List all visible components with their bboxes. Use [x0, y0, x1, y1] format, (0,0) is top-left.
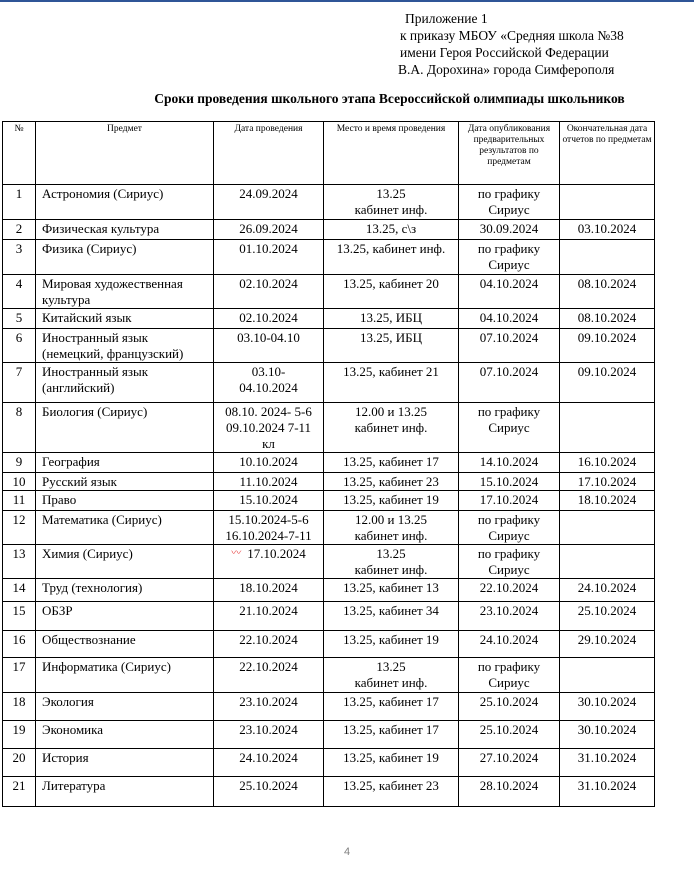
row-published-text: по графику Сириус [477, 241, 541, 272]
row-date [214, 602, 324, 631]
row-published [459, 185, 560, 220]
row-subject [36, 240, 214, 275]
row-place [324, 275, 459, 309]
row-num-text: 16 [12, 632, 26, 647]
row-date-text: 03.10-04.10 [237, 330, 300, 345]
row-place [324, 453, 459, 473]
row-subject-text: Литература [42, 778, 106, 793]
row-subject-text: Экология [42, 694, 94, 709]
row-date-text: 15.10.2024 [239, 492, 298, 507]
top-border-line [0, 0, 694, 2]
row-date [214, 220, 324, 240]
row-num [3, 240, 36, 275]
row-num-text: 2 [15, 221, 23, 236]
row-place [324, 631, 459, 658]
row-num-text: 17 [12, 659, 26, 674]
header-published: Дата опубликования предварительных результатов по предметам [459, 122, 560, 185]
row-num-text: 6 [15, 330, 23, 345]
row-final [560, 777, 655, 807]
row-place [324, 511, 459, 545]
row-published-text: 28.10.2024 [479, 778, 539, 793]
table-row [3, 491, 655, 511]
row-date-text: 10.10.2024 [239, 454, 298, 469]
row-place-text: 13.25, кабинет 19 [343, 632, 439, 647]
row-place-text: 13.25 кабинет инф. [354, 659, 428, 690]
row-num-text: 10 [12, 474, 26, 489]
row-final [560, 693, 655, 721]
row-subject [36, 693, 214, 721]
row-date [214, 363, 324, 403]
appendix-line-3: имени Героя Российской Федерации [400, 45, 609, 60]
table-row [3, 658, 655, 693]
row-subject-text: География [42, 454, 100, 469]
row-final [560, 453, 655, 473]
row-subject-text: Китайский язык [42, 310, 132, 325]
row-place-text: 13.25, кабинет 34 [343, 603, 439, 618]
row-num [3, 473, 36, 491]
row-place [324, 240, 459, 275]
row-date [214, 329, 324, 363]
row-date-text: 25.10.2024 [239, 778, 298, 793]
row-published-text: по графику Сириус [477, 186, 541, 217]
row-place [324, 309, 459, 329]
appendix-line-1: Приложение 1 [405, 11, 488, 26]
row-final [560, 363, 655, 403]
row-published [459, 363, 560, 403]
row-published [459, 721, 560, 749]
table-header-row [3, 122, 655, 185]
row-num-text: 15 [12, 603, 26, 618]
row-published-text: 14.10.2024 [479, 454, 539, 469]
row-subject [36, 631, 214, 658]
row-num-text: 20 [12, 750, 26, 765]
row-subject [36, 579, 214, 602]
row-published-text: 25.10.2024 [479, 722, 539, 737]
row-place [324, 749, 459, 777]
row-date [214, 579, 324, 602]
row-final [560, 721, 655, 749]
row-final [560, 275, 655, 309]
row-date-text: 24.10.2024 [239, 750, 298, 765]
row-published-text: по графику Сириус [477, 404, 541, 435]
table-row [3, 185, 655, 220]
row-num [3, 275, 36, 309]
spellcheck-squiggle-icon: 〰 [231, 548, 242, 559]
row-subject-text: Математика (Сириус) [42, 512, 162, 527]
row-place [324, 491, 459, 511]
row-place-text: 12.00 и 13.25 кабинет инф. [354, 512, 428, 543]
row-final-text: 17.10.2024 [577, 474, 637, 489]
appendix-line-4: В.А. Дорохина» города Симферополя [398, 62, 615, 77]
table-row [3, 749, 655, 777]
row-place [324, 693, 459, 721]
row-place [324, 721, 459, 749]
row-date-text: 02.10.2024 [239, 310, 298, 325]
row-published-text: 23.10.2024 [479, 603, 539, 618]
row-final-text: 24.10.2024 [577, 580, 637, 595]
row-final-text: 29.10.2024 [577, 632, 637, 647]
row-date-text: 26.09.2024 [239, 221, 298, 236]
row-date-text: 11.10.2024 [239, 474, 298, 489]
table-row [3, 721, 655, 749]
row-date-text: 21.10.2024 [239, 603, 298, 618]
row-subject-text: Труд (технология) [42, 580, 143, 595]
row-final [560, 220, 655, 240]
row-date-text: 23.10.2024 [239, 694, 298, 709]
row-published [459, 579, 560, 602]
row-date-text: 08.10. 2024- 5-6 09.10.2024 7-11 кл [225, 404, 312, 451]
row-place-text: 13.25 кабинет инф. [354, 186, 428, 217]
row-num [3, 721, 36, 749]
row-place [324, 658, 459, 693]
row-date-text: 02.10.2024 [239, 276, 298, 291]
row-date-text: 18.10.2024 [239, 580, 298, 595]
table-row [3, 602, 655, 631]
row-num-text: 4 [15, 276, 23, 291]
row-published-text: по графику Сириус [477, 546, 541, 577]
table-row [3, 631, 655, 658]
table-row [3, 511, 655, 545]
row-final [560, 511, 655, 545]
row-final [560, 602, 655, 631]
row-published-text: 07.10.2024 [479, 330, 539, 345]
row-subject [36, 185, 214, 220]
row-date [214, 473, 324, 491]
row-subject-text: Иностранный язык (немецкий, французский) [42, 330, 184, 361]
row-date [214, 777, 324, 807]
row-subject-text: Информатика (Сириус) [42, 659, 171, 674]
row-published [459, 631, 560, 658]
row-final-text: 08.10.2024 [577, 276, 637, 291]
row-date [214, 511, 324, 545]
row-subject-text: Обществознание [42, 632, 136, 647]
row-num [3, 363, 36, 403]
row-place [324, 602, 459, 631]
row-num-text: 12 [12, 512, 26, 527]
row-place-text: 13.25, кабинет 23 [343, 474, 439, 489]
row-num [3, 658, 36, 693]
row-published-text: 15.10.2024 [479, 474, 539, 489]
row-published [459, 329, 560, 363]
row-subject-text: Право [42, 492, 77, 507]
header-num: № [3, 122, 36, 185]
row-place-text: 13.25, ИБЦ [360, 330, 422, 345]
row-place [324, 579, 459, 602]
row-place-text: 13.25, кабинет 23 [343, 778, 439, 793]
row-num [3, 309, 36, 329]
row-final [560, 491, 655, 511]
header-final: Окончательная дата отчетов по предметам [560, 122, 655, 185]
table-row [3, 453, 655, 473]
row-num [3, 693, 36, 721]
row-subject-text: Химия (Сириус) [42, 546, 133, 561]
row-num-text: 9 [15, 454, 23, 469]
row-published-text: 30.09.2024 [479, 221, 539, 236]
row-final-text: 25.10.2024 [577, 603, 637, 618]
table-row [3, 693, 655, 721]
row-place [324, 329, 459, 363]
row-subject [36, 602, 214, 631]
row-num [3, 545, 36, 579]
row-place [324, 185, 459, 220]
row-date [214, 658, 324, 693]
row-published [459, 545, 560, 579]
row-final-text: 18.10.2024 [577, 492, 637, 507]
row-num [3, 329, 36, 363]
row-num-text: 11 [12, 492, 26, 507]
row-subject [36, 721, 214, 749]
row-place-text: 13.25, с\з [365, 221, 417, 236]
row-published-text: 07.10.2024 [479, 364, 539, 379]
row-final [560, 579, 655, 602]
row-published [459, 240, 560, 275]
row-date [214, 240, 324, 275]
row-subject [36, 777, 214, 807]
row-place-text: 13.25, кабинет 17 [343, 454, 439, 469]
row-place [324, 777, 459, 807]
row-published [459, 403, 560, 453]
row-subject [36, 658, 214, 693]
table-row [3, 309, 655, 329]
row-place [324, 473, 459, 491]
row-subject-text: Физика (Сириус) [42, 241, 137, 256]
row-final [560, 545, 655, 579]
row-published-text: 04.10.2024 [479, 310, 539, 325]
row-subject [36, 749, 214, 777]
row-num [3, 602, 36, 631]
row-num [3, 491, 36, 511]
row-published [459, 220, 560, 240]
table-row [3, 579, 655, 602]
row-num-text: 5 [15, 310, 23, 325]
header-date: Дата проведения [214, 122, 324, 185]
row-num [3, 453, 36, 473]
row-place [324, 403, 459, 453]
row-published [459, 602, 560, 631]
table-row [3, 275, 655, 309]
row-subject-text: Экономика [42, 722, 104, 737]
row-num-text: 7 [15, 364, 23, 379]
row-published-text: 27.10.2024 [479, 750, 539, 765]
row-num [3, 777, 36, 807]
row-published [459, 453, 560, 473]
row-place-text: 13.25, кабинет инф. [336, 241, 446, 256]
row-published-text: 24.10.2024 [479, 632, 539, 647]
row-place-text: 13.25, ИБЦ [360, 310, 422, 325]
table-row [3, 329, 655, 363]
row-place [324, 363, 459, 403]
row-subject-text: Иностранный язык (английский) [42, 364, 149, 395]
page-number: 4 [343, 846, 351, 858]
row-published-text: 25.10.2024 [479, 694, 539, 709]
row-num [3, 631, 36, 658]
row-published [459, 777, 560, 807]
row-date [214, 693, 324, 721]
row-subject [36, 511, 214, 545]
row-num-text: 13 [12, 546, 26, 561]
row-place-text: 13.25, кабинет 20 [343, 276, 439, 291]
row-published-text: по графику Сириус [477, 659, 541, 690]
row-date-text: 15.10.2024-5-6 16.10.2024-7-11 [225, 512, 312, 543]
row-date-text: 22.10.2024 [239, 632, 298, 647]
row-date-text: 22.10.2024 [239, 659, 298, 674]
row-published [459, 275, 560, 309]
row-subject [36, 275, 214, 309]
row-published [459, 749, 560, 777]
appendix-line-2: к приказу МБОУ «Средняя школа №38 [400, 28, 624, 43]
table-row [3, 220, 655, 240]
row-date [214, 545, 324, 579]
olympiad-schedule-table [2, 121, 655, 807]
row-date [214, 309, 324, 329]
row-final [560, 403, 655, 453]
row-date [214, 749, 324, 777]
row-num [3, 185, 36, 220]
row-place-text: 12.00 и 13.25 кабинет инф. [354, 404, 428, 435]
row-date [214, 403, 324, 453]
row-published [459, 693, 560, 721]
row-num [3, 511, 36, 545]
row-subject-text: Астрономия (Сириус) [42, 186, 164, 201]
row-date-text: 24.09.2024 [239, 186, 298, 201]
row-num [3, 220, 36, 240]
row-final-text: 09.10.2024 [577, 364, 637, 379]
row-subject [36, 491, 214, 511]
row-final-text: 16.10.2024 [577, 454, 637, 469]
row-final [560, 749, 655, 777]
row-num-text: 8 [15, 404, 23, 419]
row-num-text: 3 [15, 241, 23, 256]
table-row [3, 363, 655, 403]
row-date [214, 275, 324, 309]
row-subject [36, 473, 214, 491]
row-place-text: 13.25, кабинет 19 [343, 750, 439, 765]
row-date [214, 491, 324, 511]
row-num-text: 21 [12, 778, 26, 793]
row-published-text: 17.10.2024 [479, 492, 539, 507]
row-subject [36, 220, 214, 240]
row-subject [36, 545, 214, 579]
row-final-text: 30.10.2024 [577, 694, 637, 709]
row-final-text: 30.10.2024 [577, 722, 637, 737]
row-place-text: 13.25, кабинет 17 [343, 694, 439, 709]
row-num [3, 749, 36, 777]
row-num [3, 579, 36, 602]
row-final [560, 473, 655, 491]
table-row [3, 403, 655, 453]
row-date-text: 23.10.2024 [239, 722, 298, 737]
row-num-text: 14 [12, 580, 26, 595]
row-date-text: 01.10.2024 [239, 241, 298, 256]
row-final [560, 658, 655, 693]
table-row [3, 777, 655, 807]
row-published [459, 309, 560, 329]
row-final [560, 329, 655, 363]
row-subject-text: История [42, 750, 89, 765]
table-row [3, 240, 655, 275]
row-num-text: 1 [15, 186, 23, 201]
header-subject: Предмет [36, 122, 214, 185]
row-subject-text: Мировая художественная культура [42, 276, 183, 307]
row-date-text: 03.10- 04.10.2024 [239, 364, 298, 395]
row-final-text: 03.10.2024 [577, 221, 637, 236]
row-place-text: 13.25, кабинет 13 [343, 580, 439, 595]
row-published-text: по графику Сириус [477, 512, 541, 543]
row-final [560, 309, 655, 329]
row-published [459, 491, 560, 511]
row-published [459, 473, 560, 491]
row-place-text: 13.25, кабинет 19 [343, 492, 439, 507]
row-final [560, 240, 655, 275]
row-num-text: 19 [12, 722, 26, 737]
header-place: Место и время проведения [324, 122, 459, 185]
row-place-text: 13.25 кабинет инф. [354, 546, 428, 577]
row-date [214, 185, 324, 220]
row-date [214, 721, 324, 749]
row-num [3, 403, 36, 453]
row-final [560, 185, 655, 220]
document-title: Сроки проведения школьного этапа Всероссийской олимпиады школьников [154, 91, 625, 106]
row-place [324, 220, 459, 240]
row-subject [36, 453, 214, 473]
row-place [324, 545, 459, 579]
table-row [3, 473, 655, 491]
row-published [459, 658, 560, 693]
row-subject [36, 363, 214, 403]
row-final-text: 08.10.2024 [577, 310, 637, 325]
row-subject-text: Биология (Сириус) [42, 404, 148, 419]
row-date-text: 17.10.2024 [247, 546, 306, 561]
row-published [459, 511, 560, 545]
row-subject [36, 329, 214, 363]
row-subject [36, 309, 214, 329]
row-final [560, 631, 655, 658]
row-published-text: 22.10.2024 [479, 580, 539, 595]
row-published-text: 04.10.2024 [479, 276, 539, 291]
row-subject-text: ОБЗР [42, 603, 73, 618]
row-final-text: 31.10.2024 [577, 750, 637, 765]
row-place-text: 13.25, кабинет 21 [343, 364, 439, 379]
row-final-text: 09.10.2024 [577, 330, 637, 345]
row-subject-text: Русский язык [42, 474, 117, 489]
table-row [3, 545, 655, 579]
row-date [214, 631, 324, 658]
row-subject-text: Физическая культура [42, 221, 160, 236]
row-final-text: 31.10.2024 [577, 778, 637, 793]
row-date [214, 453, 324, 473]
row-num-text: 18 [12, 694, 26, 709]
row-subject [36, 403, 214, 453]
row-place-text: 13.25, кабинет 17 [343, 722, 439, 737]
appendix-header [400, 10, 624, 78]
